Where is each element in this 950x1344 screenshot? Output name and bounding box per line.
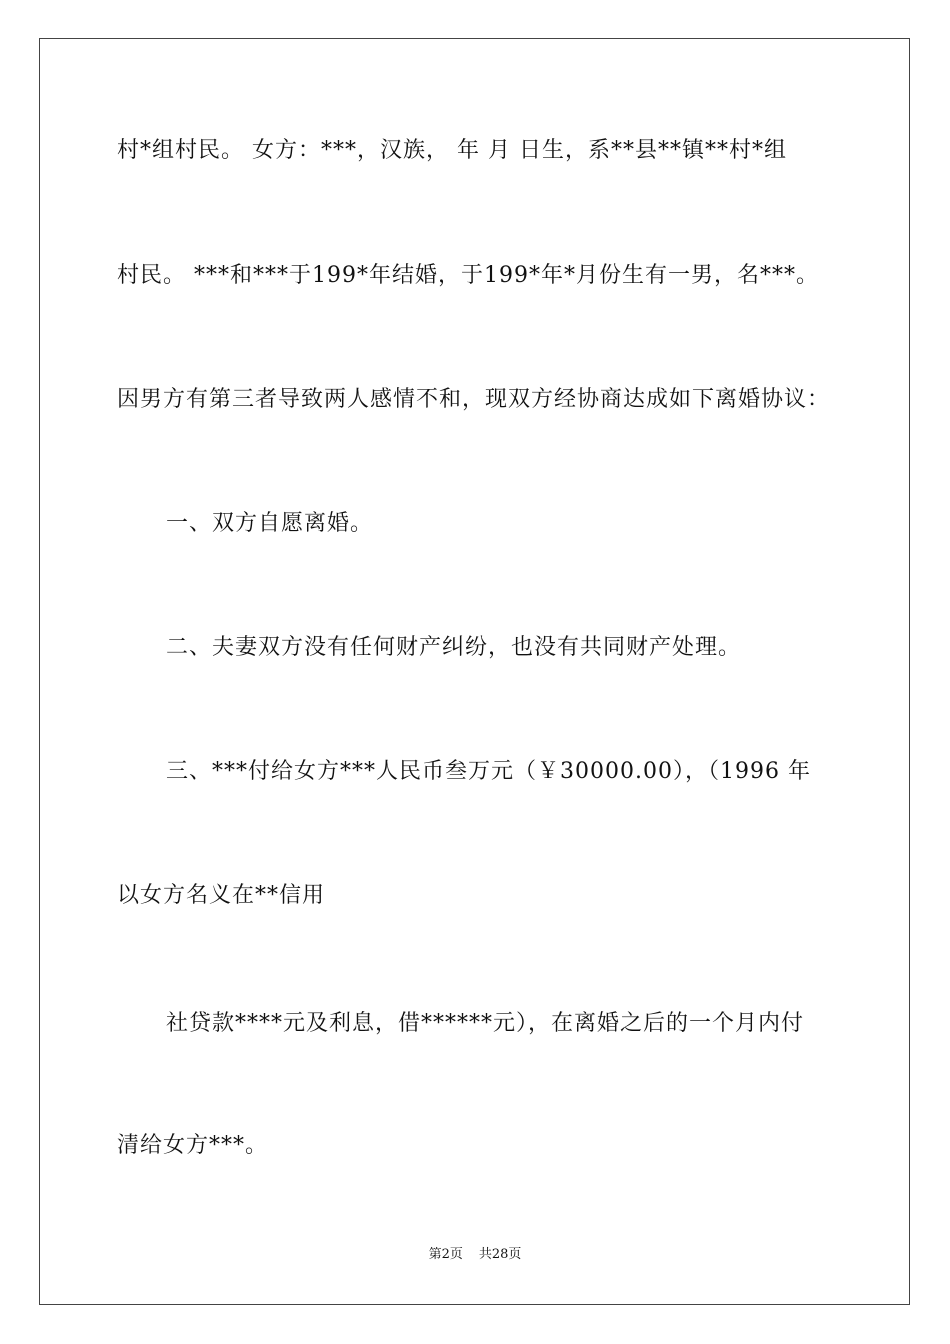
page-total: 共28页 (478, 1247, 522, 1262)
paragraph-line: 村*组村民。 女方：***，汉族， 年 月 日生，系**县**镇**村*组 (117, 138, 787, 163)
paragraph-line: 村民。 ***和***于199*年结婚，于199*年*月份生有一男，名***。 (117, 263, 819, 288)
clause-one: 一、双方自愿离婚。 (166, 511, 374, 536)
page-number: 第2页 (428, 1247, 463, 1262)
paragraph-line: 因男方有第三者导致两人感情不和，现双方经协商达成如下离婚协议： (117, 387, 831, 412)
clause-two: 二、夫妻双方没有任何财产纠纷，也没有共同财产处理。 (166, 635, 742, 660)
page-border (39, 38, 910, 1305)
paragraph-line: 以女方名义在**信用 (117, 883, 326, 908)
page-footer (0, 1246, 950, 1264)
paragraph-line: 社贷款****元及利息，借******元），在离婚之后的一个月内付 (166, 1011, 805, 1036)
paragraph-line: 清给女方***。 (117, 1133, 269, 1158)
clause-three: 三、***付给女方***人民币叁万元（￥30000.00），（1996 年 (166, 759, 811, 784)
